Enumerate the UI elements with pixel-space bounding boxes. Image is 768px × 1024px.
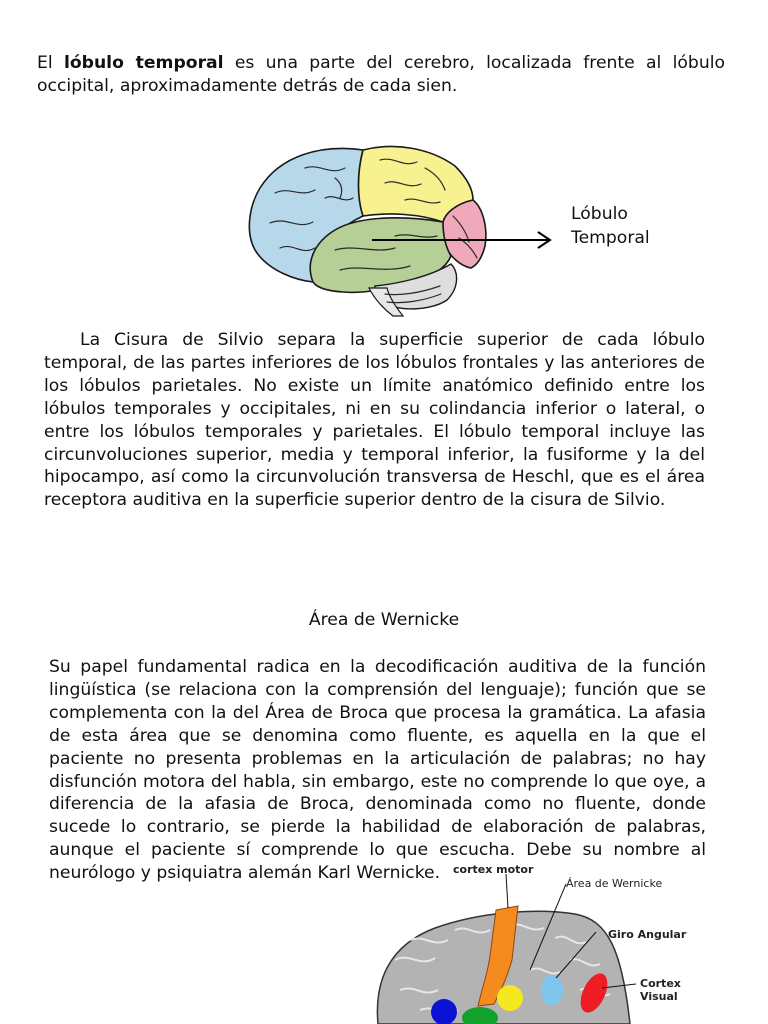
intro-term: lóbulo temporal: [63, 53, 224, 73]
cortex-visual-line-1: Cortex: [640, 977, 681, 990]
pointer-arrow: [370, 228, 555, 254]
giro-angular-label: Giro Angular: [608, 928, 687, 941]
wernicke-paragraph: Su papel fundamental radica en la decodificación auditiva de la función lingüística (se relaciona con la comprensión del lenguaje); función que se complementa con la del Área de Broca que procesa la gramática. La afasia de esta área que se denomina como fluente, es aquella en la que el paciente no presenta problemas en la articulación de palabras; no hay disfunción motora del habla, sin embargo, este no comprende lo que oye, a diferencia de la afasia de Broca, denominada como no fluente, donde sucede lo contrario, se pierde la habilidad de elaboración de palabras, aunque el paciente sí comprende lo que escucha. Debe su nombre al neurólogo y psiquiatra alemán Karl Wernicke.: [49, 657, 706, 884]
label-line-2: Temporal: [571, 228, 650, 248]
silvio-paragraph: La Cisura de Silvio separa la superficie superior de cada lóbulo temporal, de las partes inferiores de los lóbulos frontales y las anteriores de los lóbulos parietales. No existe un límite anatómico definido entre los lóbulos temporales y occipitales, ni en su colindancia inferior o lateral, o entre los lóbulos temporales y parietales. El lóbulo temporal incluye las circunvoluciones superior, media y temporal inferior, la fusiforme y la del hipocampo, así como la circunvolución transversa de Heschl, que es el área receptora auditiva en la superficie superior dentro de la cisura de Silvio.: [44, 330, 705, 511]
temporal-lobe-label: [571, 202, 650, 250]
area-wernicke-label: Área de Wernicke: [566, 877, 663, 890]
wernicke-area-spot: [497, 985, 523, 1011]
angular-gyrus-spot: [541, 975, 563, 1005]
label-line-1: Lóbulo: [571, 204, 628, 224]
wernicke-brain-diagram: [360, 860, 768, 1024]
intro-prefix: El: [37, 53, 64, 73]
cortex-motor-label: cortex motor: [453, 863, 534, 876]
intro-rest: es una parte del cerebro, localizada frente al lóbulo occipital, aproximadamente detrás de cada sien.: [37, 53, 725, 96]
wernicke-brain-svg: [360, 860, 768, 1024]
section-heading: Área de Wernicke: [308, 610, 460, 630]
cortex-visual-line-2: Visual: [640, 990, 678, 1003]
broca-area-spot: [431, 999, 457, 1024]
intro-paragraph: [37, 52, 725, 98]
cortex-visual-label: [640, 977, 681, 1003]
